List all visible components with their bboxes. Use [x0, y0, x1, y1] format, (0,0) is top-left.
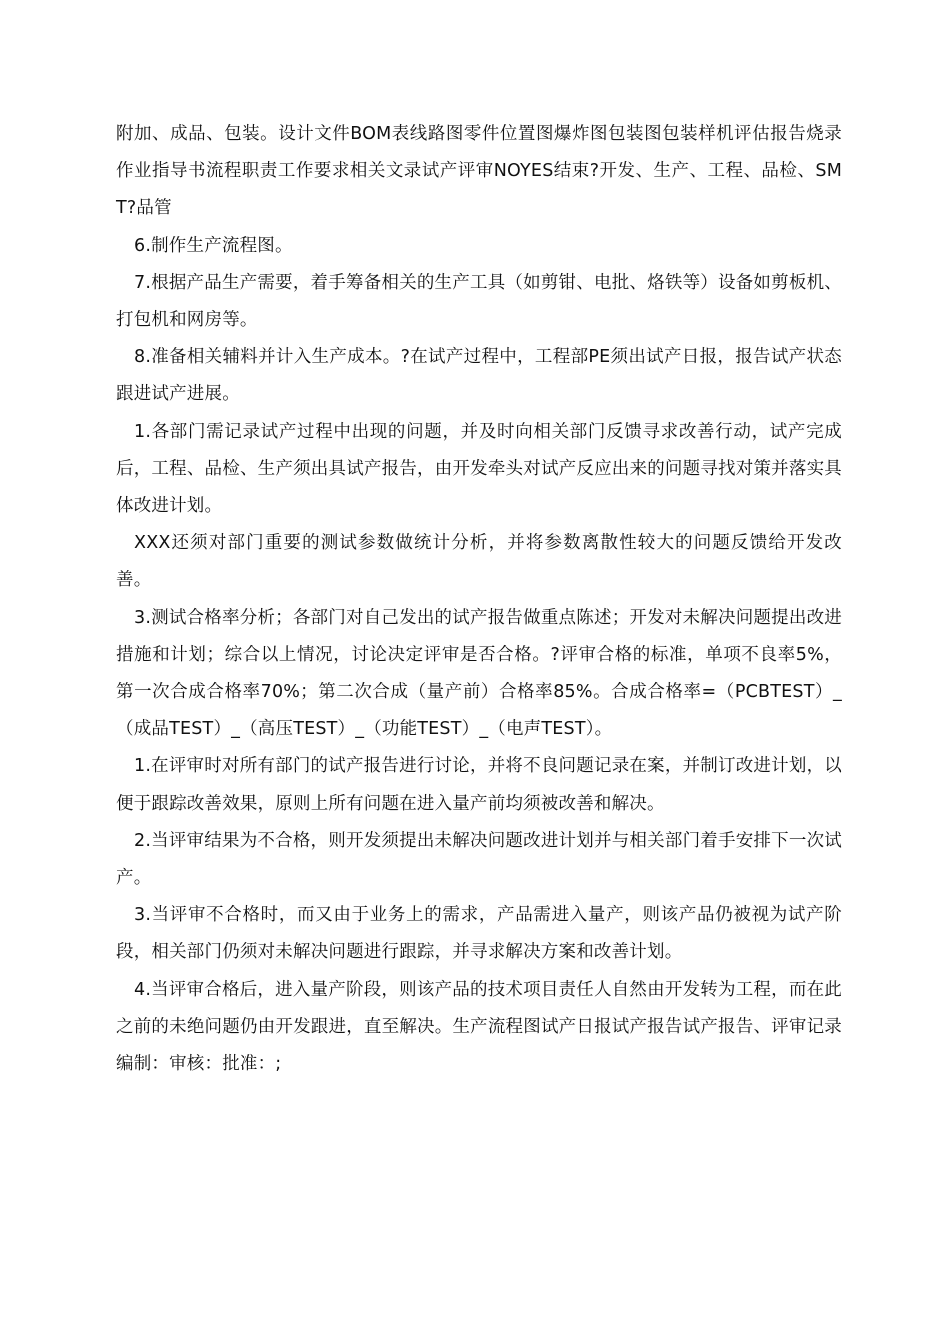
paragraph-trial-item-1: 1.各部门需记录试产过程中出现的问题，并及时向相关部门反馈寻求改善行动，试产完成后，工程、品检、生产须出具试产报告，由开发牵头对试产反应出来的问题寻找对策并落实具体改进计划。	[116, 421, 842, 517]
paragraph-item-7: 7.根据产品生产需要，着手筹备相关的生产工具（如剪钳、电批、烙铁等）设备如剪板机、打包机和网房等。	[116, 272, 842, 331]
paragraph-item-6: 6.制作生产流程图。	[134, 235, 293, 256]
paragraph-review-item-2: 2.当评审结果为不合格，则开发须提出未解决问题改进计划并与相关部门着手安排下一次试产。	[116, 830, 842, 889]
paragraph-review-item-3: 3.当评审不合格时，而又由于业务上的需求，产品需进入量产，则该产品仍被视为试产阶段，相关部门仍须对未解决问题进行跟踪，并寻求解决方案和改善计划。	[116, 905, 842, 963]
paragraph-review-item-4: 4.当评审合格后，进入量产阶段，则该产品的技术项目责任人自然由开发转为工程，而在此之前的未绝问题仍由开发跟进，直至解决。生产流程图试产日报试产报告试产报告、评审记录编制：审核：批准：;	[116, 979, 842, 1075]
paragraph-intro: 附加、成品、包装。设计文件BOM表线路图零件位置图爆炸图包装图包装样机评估报告烧录作业指导书流程职责工作要求相关文录试产评审NOYES结束?开发、生产、工程、品检、SMT?品管	[116, 124, 842, 219]
paragraph-item-8: 8.准备相关辅料并计入生产成本。?在试产过程中，工程部PE须出试产日报，报告试产状态跟进试产进展。	[116, 347, 842, 405]
paragraph-trial-item-2: XXX还须对部门重要的测试参数做统计分析，并将参数离散性较大的问题反馈给开发改善。	[116, 533, 842, 591]
paragraph-review-item-1: 1.在评审时对所有部门的试产报告进行讨论，并将不良问题记录在案，并制订改进计划，以便于跟踪改善效果，原则上所有问题在进入量产前均须被改善和解决。	[116, 756, 842, 814]
paragraph-trial-item-3: 3.测试合格率分析；各部门对自己发出的试产报告做重点陈述；开发对未解决问题提出改进措施和计划；综合以上情况，讨论决定评审是否合格。?评审合格的标准，单项不良率5%，第一次合成合格率70%；第二次合成（量产前）合格率85%。合成合格率=（PCBTEST）_（成品TEST）_（高压TEST）_（功能TEST）_（电声TEST）。	[116, 607, 842, 740]
document-body	[116, 116, 842, 1083]
